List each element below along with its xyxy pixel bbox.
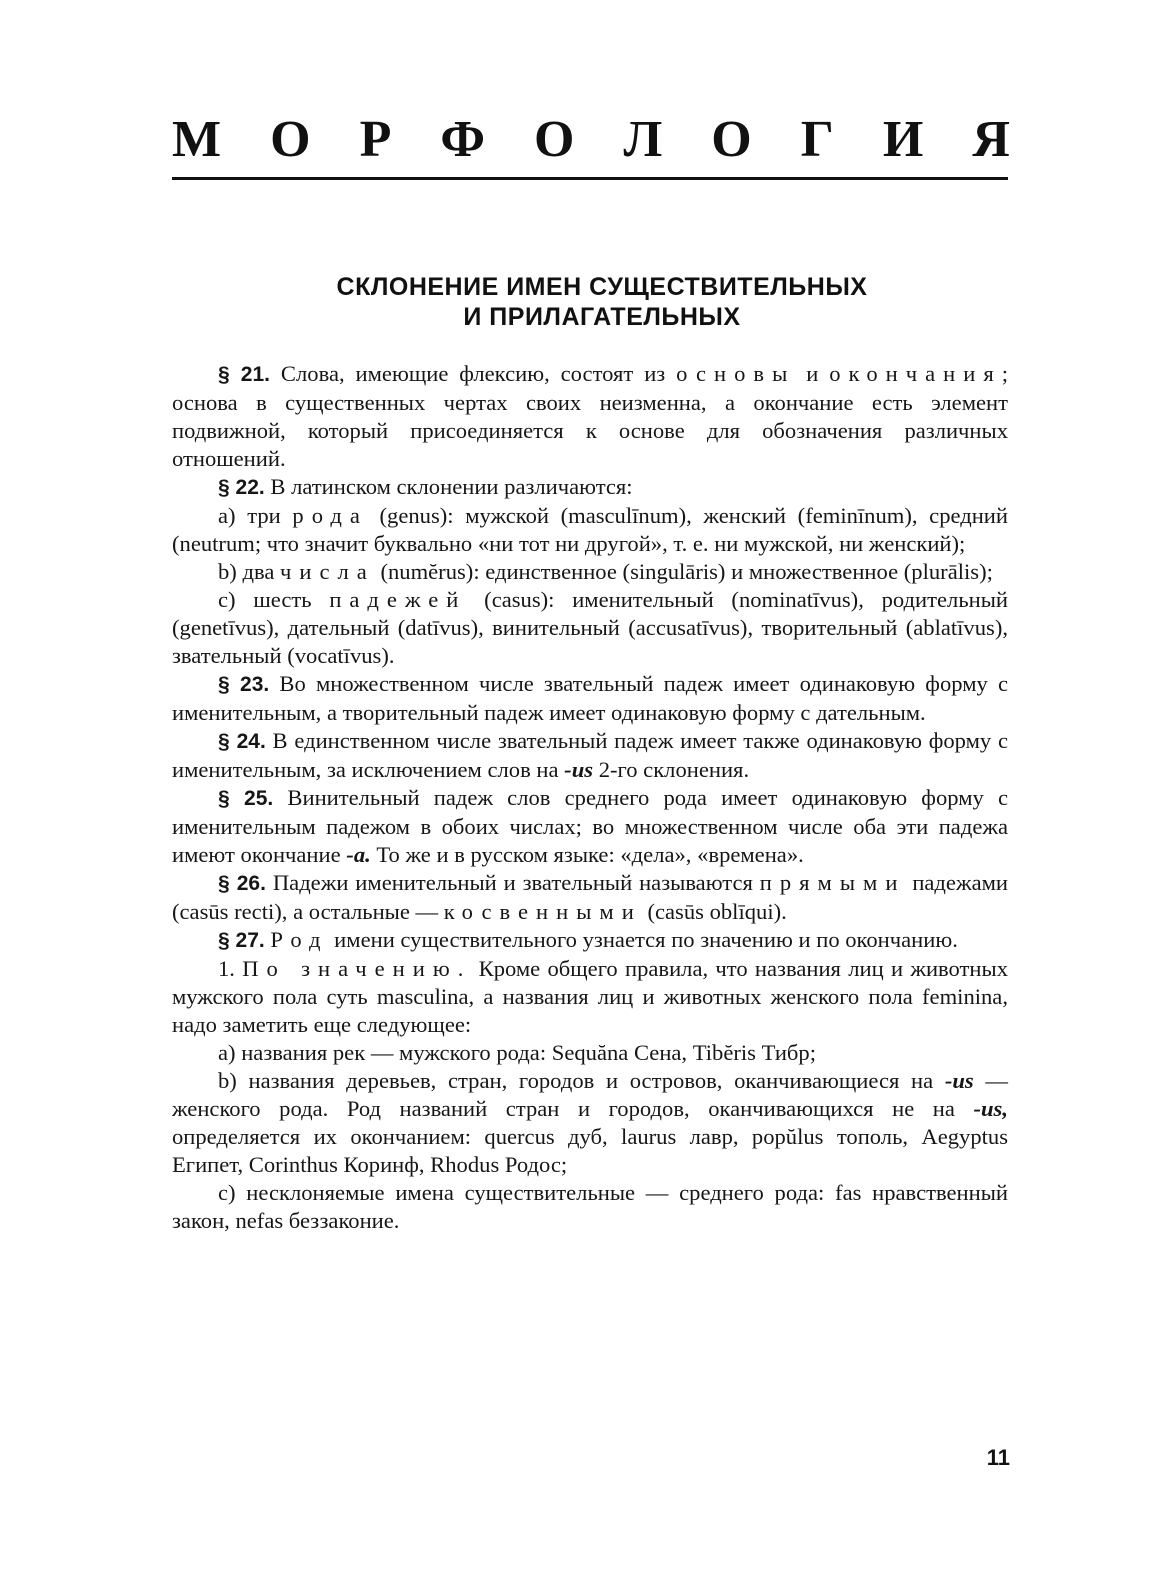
text: b) названия деревьев, стран, городов и островов, оканчивающиеся на <box>218 1068 945 1093</box>
chapter-title-letter: О <box>534 111 575 168</box>
page-number: 11 <box>986 1445 1010 1470</box>
ending-term: -a. <box>346 842 371 867</box>
paragraph-27-c <box>172 1179 1008 1235</box>
spaced-term: По значению. <box>242 956 472 981</box>
text: Падежи именительный и звательный называются <box>265 870 760 895</box>
text: (numĕrus): единственное (singulāris) и множественное (plurālis); <box>374 559 993 584</box>
text: b) два <box>218 559 281 584</box>
paragraph-27 <box>172 926 1008 955</box>
paragraph-number: § 25. <box>218 787 274 810</box>
chapter-title-letter: И <box>882 111 924 168</box>
spaced-term: прямыми <box>759 870 906 895</box>
ending-term: -us, <box>973 1096 1008 1121</box>
text: a) три <box>218 503 293 528</box>
text: В единственном числе звательный падеж имеет также одинаковую форму с именительным, за исключением слов на <box>172 728 1008 782</box>
text: a) названия рек — мужского рода: Sequăna Сена, Tibĕris Тибр; <box>218 1040 816 1065</box>
chapter-title-letter: М <box>172 111 222 168</box>
text: Слова, имеющие флексию, состоят из <box>270 361 677 386</box>
text: определяется их окончанием: quercus дуб, laurus лавр, popŭlus тополь, Aegyptus Египет, Corinthus Коринф, Rhodus Родос; <box>172 1124 1008 1177</box>
text: — женского рода. Род названий стран и городов, оканчивающихся не на <box>172 1068 1008 1121</box>
chapter-title-letter: Р <box>359 111 392 168</box>
text: и <box>795 361 830 386</box>
paragraph-27-1 <box>172 955 1008 1039</box>
spaced-term: рода <box>292 503 368 528</box>
spaced-term: косвенными <box>443 899 642 924</box>
text: (casus): именительный (nominatīvus), родительный (genetīvus), дательный (datīvus), винительный (accusatīvus), творительный (ablatīvus), звательный (vocatīvus). <box>172 587 1008 668</box>
text: Кроме общего правила, что названия лиц и животных мужского пола суть masculina, а названия лиц и животных женского пола feminina, надо заметить еще следующее: <box>172 956 1008 1037</box>
paragraph-22 <box>172 473 1008 502</box>
body-text <box>172 360 1008 1235</box>
chapter-title <box>172 108 1010 172</box>
paragraph-number: § 24. <box>218 730 266 753</box>
paragraph-number: § 21. <box>218 363 270 386</box>
paragraph-number: § 26. <box>218 872 266 895</box>
paragraph-25 <box>172 784 1008 869</box>
text: ; основа в существенных чертах своих неизменна, а окончание есть элемент подвижной, который присоединяется к основе для обозначения различных отношений. <box>172 361 1008 471</box>
text: 2-го склонения. <box>593 757 750 782</box>
chapter-title-letter: Я <box>972 111 1010 168</box>
spaced-term: числа <box>280 559 375 584</box>
paragraph-22-a <box>172 502 1008 558</box>
section-title-line-1: СКЛОНЕНИЕ ИМЕН СУЩЕСТВИТЕЛЬНЫХ <box>336 273 868 301</box>
paragraph-27-b <box>172 1067 1008 1179</box>
text: (casūs oblīqui). <box>641 899 787 924</box>
spaced-term: основы <box>676 361 796 386</box>
text: В латинском склонении различаются: <box>264 474 633 499</box>
paragraph-26 <box>172 869 1008 926</box>
spaced-term: окончания <box>829 361 1002 386</box>
paragraph-22-c <box>172 586 1008 670</box>
text: Во множественном числе звательный падеж имеет одинаковую форму с именительным, а творительный падеж имеет одинаковую форму с дательным. <box>172 671 1008 725</box>
spaced-term: Род <box>270 927 329 952</box>
text: падежами (casūs recti), а остальные — <box>172 870 1008 924</box>
paragraph-number: § 27. <box>218 929 265 952</box>
chapter-title-letter: Л <box>623 111 663 168</box>
spaced-term: падежей <box>329 587 467 612</box>
section-title-line-2: И ПРИЛАГАТЕЛЬНЫХ <box>463 303 741 331</box>
chapter-title-letter: Г <box>800 111 834 168</box>
paragraph-number: § 23. <box>218 673 270 696</box>
chapter-title-rule <box>172 177 1008 180</box>
ending-term: -us <box>944 1068 974 1093</box>
ending-term: -us <box>564 757 594 782</box>
text: имени существительного узнается по значению и по окончанию. <box>328 927 958 952</box>
paragraph-22-b <box>172 558 1008 586</box>
text: То же и в русском языке: «дела», «времена». <box>370 842 804 867</box>
text: Винительный падеж слов среднего рода имеет одинаковую форму с именительным падежом в обоих числах; во множественном числе оба эти падежа имеют окончание <box>172 785 1008 867</box>
paragraph-23 <box>172 670 1008 727</box>
section-title <box>172 272 1032 332</box>
paragraph-27-a <box>172 1039 1008 1067</box>
paragraph-24 <box>172 727 1008 784</box>
chapter-title-letter: О <box>711 111 752 168</box>
paragraph-21 <box>172 360 1008 473</box>
text: c) несклоняемые имена существительные — среднего рода: fas нравственный закон, nefas беззаконие. <box>172 1180 1008 1233</box>
text: 1. <box>218 956 243 981</box>
text: (genus): мужской (masculīnum), женский (feminīnum), средний (neutrum; что значит буквально «ни тот ни другой», т. е. ни мужской, ни женский); <box>172 503 1008 556</box>
text: c) шесть <box>218 587 330 612</box>
chapter-title-letter: О <box>270 111 311 168</box>
chapter-title-letter: Ф <box>440 111 486 168</box>
paragraph-number: § 22. <box>218 476 265 499</box>
